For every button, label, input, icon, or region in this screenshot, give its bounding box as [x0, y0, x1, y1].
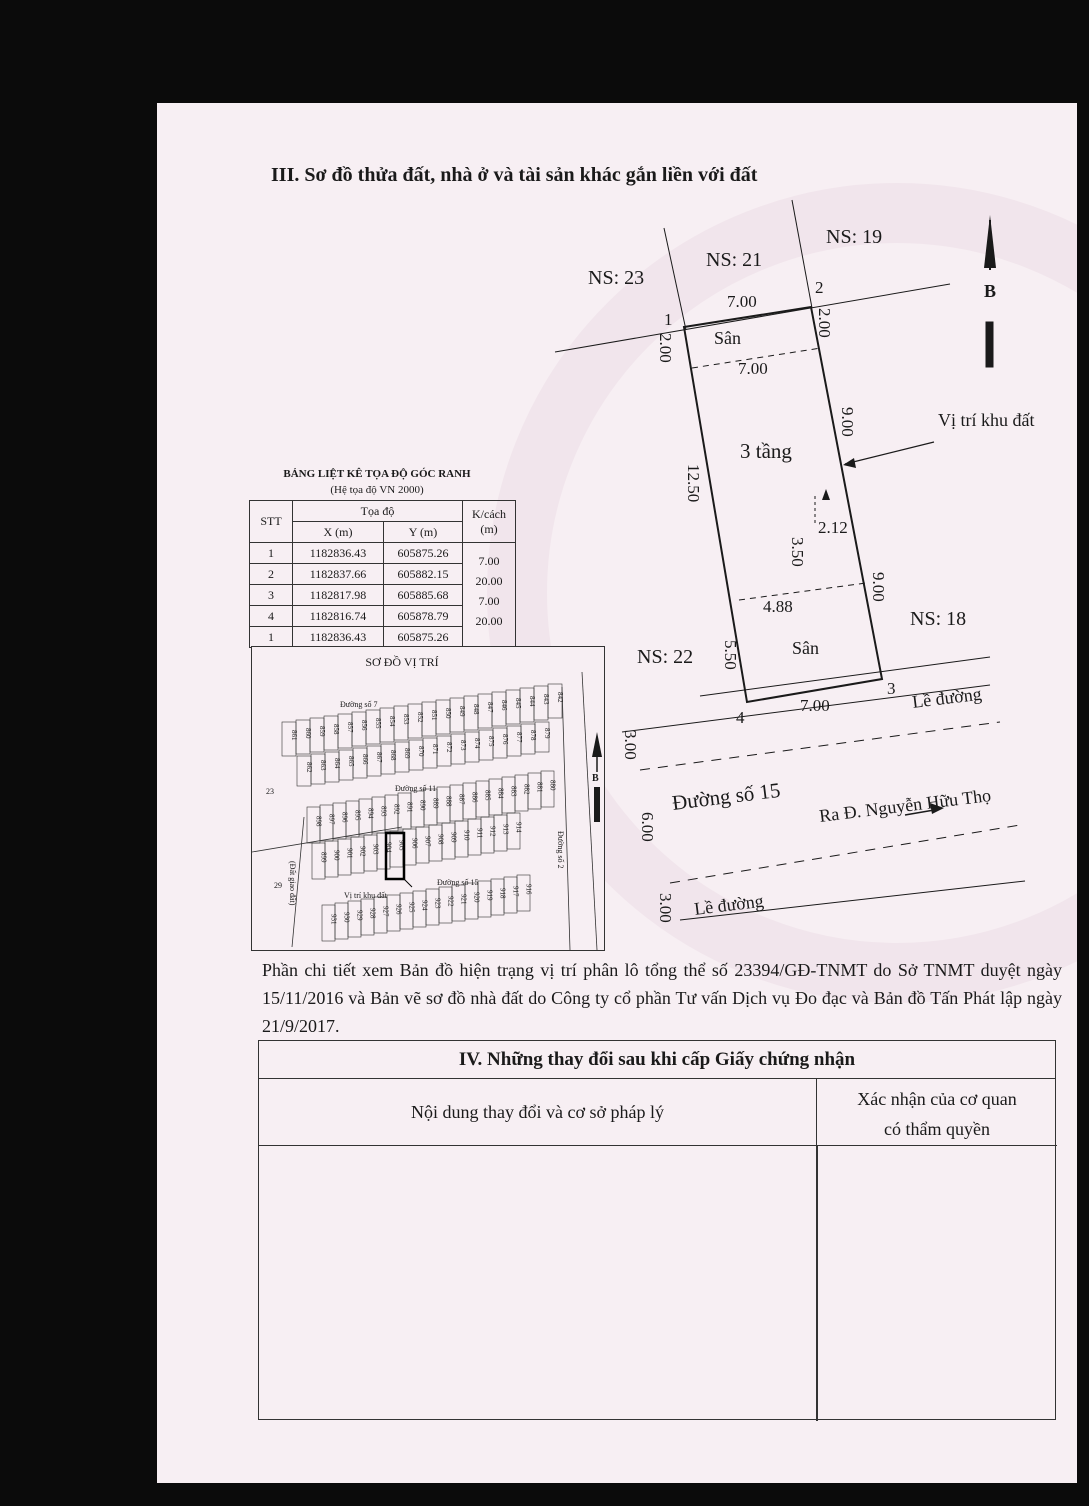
lot-number: 846: [500, 700, 508, 711]
lot-number: 923: [433, 898, 442, 909]
lot-number: 879: [543, 728, 551, 739]
cell-stt: 3: [250, 585, 293, 606]
lot-number: 916: [524, 884, 533, 895]
location-map-svg: [252, 647, 604, 950]
lot-number: 890: [418, 800, 427, 811]
street-11-label: Đường số 11: [395, 784, 437, 793]
lot-number: 858: [332, 724, 340, 735]
distance-2: 20.00: [475, 574, 503, 588]
lot-number: 847: [486, 702, 494, 713]
coordinate-table-title: [248, 466, 506, 498]
lot-grid: [282, 684, 564, 941]
lot-number: 888: [444, 796, 453, 807]
lot-number: 876: [501, 734, 509, 745]
marker-label: Vị trí khu đất: [344, 891, 387, 900]
cell-y: 605885.68: [384, 585, 463, 606]
lot-number: 857: [346, 722, 354, 733]
lot-number: 884: [496, 788, 505, 799]
neighbor-ns18: NS: 18: [910, 608, 967, 630]
lot-number: 905: [397, 840, 406, 851]
dim-left-bottom: 5.50: [721, 640, 740, 670]
col2-line1: Xác nhận của cơ quan: [857, 1089, 1017, 1109]
lot-number: 849: [458, 706, 466, 717]
lot-number: 875: [487, 736, 495, 747]
dim-right-top: 2.00: [815, 308, 834, 338]
location-map-title: SƠ ĐỒ VỊ TRÍ: [365, 655, 439, 669]
header-toado: Tọa độ: [293, 501, 463, 522]
coordinate-table: [249, 500, 516, 648]
lot-number: 893: [379, 806, 388, 817]
column-confirmation-header: [817, 1078, 1057, 1146]
lot-number: 911: [475, 828, 484, 839]
lot-number: 871: [431, 744, 439, 755]
cell-stt: 1: [250, 627, 293, 648]
sidewalk-label-1: Lề đường: [911, 683, 983, 712]
cell-stt: 1: [250, 543, 293, 564]
lot-number: 928: [368, 908, 377, 919]
location-map: [251, 646, 605, 951]
lot-number: 848: [472, 704, 480, 715]
cell-x: 1182816.74: [293, 606, 384, 627]
lot-number: 899: [319, 852, 328, 863]
lot-number: 922: [446, 896, 455, 907]
cell-y: 605882.15: [384, 564, 463, 585]
dim-bottom: 7.00: [800, 696, 830, 715]
lot-number: 864: [333, 758, 341, 769]
lot-number: 844: [528, 696, 536, 707]
lot-number: 909: [449, 832, 458, 843]
lot-number: 859: [318, 726, 326, 737]
lot-number: 878: [529, 730, 537, 741]
lot-number: 869: [403, 748, 411, 759]
column-content-header: Nội dung thay đổi và cơ sở pháp lý: [259, 1078, 817, 1146]
distance-1: 7.00: [478, 554, 500, 568]
lot-number: 856: [360, 720, 368, 731]
lot-number: 881: [535, 782, 544, 793]
lot-number: 906: [410, 838, 419, 849]
floors-label: 3 tầng: [740, 439, 792, 463]
giao-dat-label: (Đất giao đất): [288, 861, 297, 906]
lot-number: 854: [388, 716, 396, 727]
lot-number: 904: [384, 842, 393, 853]
lot-number: 921: [459, 894, 468, 905]
header-stt: STT: [250, 501, 293, 543]
lot-number: 929: [355, 910, 364, 921]
distance-4: 20.00: [475, 614, 503, 628]
header-y: Y (m): [384, 522, 463, 543]
lot-number: 862: [305, 762, 313, 773]
lot-number: 897: [327, 814, 336, 825]
lot-number: 886: [470, 792, 479, 803]
lot-number: 842: [556, 692, 564, 703]
lot-number: 865: [347, 756, 355, 767]
cell-x: 1182836.43: [293, 627, 384, 648]
dim-right-bottom: 9.00: [869, 572, 888, 602]
lot-number: 925: [407, 902, 416, 913]
dim-sidewalk-top: 3.00: [621, 730, 640, 760]
lot-number: 887: [457, 794, 466, 805]
dim-right-mid: 9.00: [838, 407, 857, 437]
lot-number: 924: [420, 900, 429, 911]
coord-title-text: BẢNG LIỆT KÊ TỌA ĐỘ GÓC RANH: [283, 468, 471, 480]
lot-number: 926: [394, 904, 403, 915]
lot-number: 908: [436, 834, 445, 845]
lot-number: 910: [462, 830, 471, 841]
lot-number: 896: [340, 812, 349, 823]
table-row: [250, 543, 516, 564]
street-15-label: Đường số 15: [437, 878, 479, 887]
lot-number: 903: [371, 844, 380, 855]
yard-bottom-label: Sân: [792, 638, 819, 658]
location-north-label: B: [592, 773, 599, 784]
lot-number: 918: [498, 888, 507, 899]
lot-number: 917: [511, 886, 520, 897]
col2-line2: có thẩm quyền: [884, 1119, 990, 1139]
lot-number: 877: [515, 732, 523, 743]
yard-top-label: Sân: [714, 328, 741, 348]
header-kcach: K/cách (m): [463, 501, 516, 543]
road-label: Đường số 15: [670, 777, 782, 815]
lot-number: 889: [431, 798, 440, 809]
north-label: B: [984, 281, 997, 301]
changes-table: [258, 1040, 1056, 1420]
dim-sidewalk-bottom: 3.00: [656, 893, 675, 923]
column-divider: [816, 1146, 818, 1421]
cell-y: 605875.26: [384, 627, 463, 648]
edge-number-23: 23: [266, 787, 274, 796]
lot-number: 868: [389, 750, 397, 761]
street-7-label: Đường số 7: [340, 700, 378, 709]
corner-1: 1: [664, 310, 673, 329]
corner-4: 4: [736, 708, 745, 727]
lot-number: 927: [381, 906, 390, 917]
lot-number: 900: [332, 850, 341, 861]
lot-number: 870: [417, 746, 425, 757]
coord-subtitle-text: (Hệ tọa độ VN 2000): [330, 484, 424, 496]
neighbor-ns21: NS: 21: [706, 249, 763, 271]
neighbor-ns19: NS: 19: [826, 226, 883, 248]
lot-number: 860: [304, 728, 312, 739]
lot-number: 855: [374, 718, 382, 729]
dim-road-width: 6.00: [638, 812, 657, 842]
cell-x: 1182817.98: [293, 585, 384, 606]
lot-number: 880: [548, 780, 557, 791]
lot-number: 930: [342, 912, 351, 923]
neighbor-ns22: NS: 22: [637, 646, 694, 668]
lot-number: 874: [473, 738, 481, 749]
lot-number: 920: [472, 892, 481, 903]
lot-number: 901: [345, 848, 354, 859]
cell-stt: 2: [250, 564, 293, 585]
lot-number: 866: [361, 754, 369, 765]
cell-y: 605878.79: [384, 606, 463, 627]
cell-x: 1182836.43: [293, 543, 384, 564]
dim-top: 7.00: [727, 292, 757, 311]
lot-number: 873: [459, 740, 467, 751]
distance-3: 7.00: [478, 594, 500, 608]
lot-number: 891: [405, 802, 414, 813]
lot-number: 843: [542, 694, 550, 705]
lot-number: 851: [430, 710, 438, 721]
dim-left-mid: 12.50: [684, 464, 703, 503]
lot-number: 914: [514, 822, 523, 833]
dim-setback: 3.50: [788, 537, 807, 567]
dim-yard-line: 7.00: [738, 359, 768, 378]
cell-x: 1182837.66: [293, 564, 384, 585]
lot-number: 931: [329, 914, 338, 925]
sidewalk-label-2: Lề đường: [693, 890, 765, 919]
lot-number: 912: [488, 826, 497, 837]
lot-number: 913: [501, 824, 510, 835]
street-2-label: Đường số 2: [556, 831, 565, 869]
lot-number: 885: [483, 790, 492, 801]
lot-number: 895: [353, 810, 362, 821]
lot-number: 902: [358, 846, 367, 857]
cell-distances: [463, 543, 516, 648]
exit-label: Ra Đ. Nguyễn Hữu Thọ: [818, 785, 993, 826]
cell-y: 605875.26: [384, 543, 463, 564]
lot-number: 898: [314, 816, 323, 827]
lot-number: 850: [444, 708, 452, 719]
lot-number: 919: [485, 890, 494, 901]
corner-3: 3: [887, 679, 896, 698]
dim-inner: 4.88: [763, 597, 793, 616]
location-label: Vị trí khu đất: [938, 410, 1035, 430]
lot-number: 883: [509, 786, 518, 797]
section3-title: III. Sơ đồ thửa đất, nhà ở và tài sản khác gắn liền với đất: [271, 164, 758, 186]
lot-number: 892: [392, 804, 401, 815]
lot-number: 907: [423, 836, 432, 847]
dim-left-top: 2.00: [656, 333, 675, 363]
lot-number: 853: [402, 714, 410, 725]
edge-number-29: 29: [274, 881, 282, 890]
lot-number: 882: [522, 784, 531, 795]
lot-number: 894: [366, 808, 375, 819]
lot-number: 867: [375, 752, 383, 763]
cell-stt: 4: [250, 606, 293, 627]
lot-number: 872: [445, 742, 453, 753]
neighbor-ns23: NS: 23: [588, 267, 645, 289]
lot-number: 852: [416, 712, 424, 723]
corner-2: 2: [815, 278, 824, 297]
lot-number: 861: [290, 730, 298, 741]
header-x: X (m): [293, 522, 384, 543]
lot-number: 845: [514, 698, 522, 709]
section4-title: IV. Những thay đổi sau khi cấp Giấy chứng nhận: [259, 1041, 1055, 1079]
reference-note: Phần chi tiết xem Bản đồ hiện trạng vị trí phân lô tổng thể số 23394/GĐ-TNMT do Sở TNMT duyệt ngày 15/11/2016 và Bản vẽ sơ đồ nhà đất do Công ty cổ phần Tư vấn Dịch vụ Đo đạc và Bản đồ Tấn Phát lập ngày 21/9/2017.: [262, 960, 1062, 1036]
lot-number: 863: [319, 760, 327, 771]
dim-offset: 2.12: [818, 518, 848, 537]
